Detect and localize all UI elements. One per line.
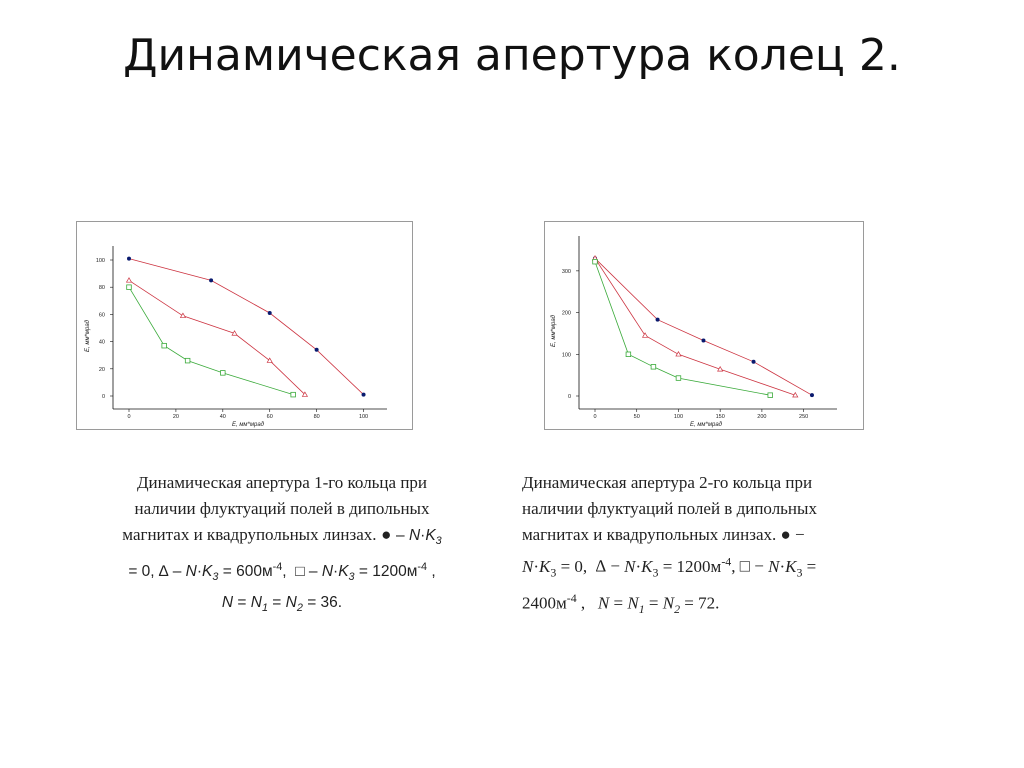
caption-text: $N\cdot K_3 = 1200м^{-4}$,	[624, 554, 736, 580]
square-marker-symbol: □	[295, 563, 305, 581]
caption-line: Динамическая апертура 1-го кольца при	[136, 473, 428, 492]
data-point-triangle	[267, 358, 272, 362]
y-tick-label: 100	[561, 352, 571, 359]
circle-marker-symbol: ●	[381, 525, 392, 544]
data-point-circle	[701, 339, 705, 343]
x-tick-label: 40	[219, 414, 226, 420]
data-point-square	[676, 376, 681, 381]
x-tick-label: 0	[593, 414, 597, 420]
x-tick-label: 100	[358, 414, 369, 420]
caption-text: $N\cdot K_3 = 0$,	[522, 556, 588, 580]
y-tick-label: 80	[98, 285, 105, 292]
caption-text: – $N\cdot K_3$	[396, 527, 442, 548]
circle-marker-symbol: ●	[780, 525, 791, 544]
caption-text: – $N\cdot K_3$	[308, 563, 355, 584]
data-point-square	[626, 352, 631, 357]
caption-text: = 0,	[128, 563, 155, 581]
y-tick-label: 0	[567, 394, 571, 400]
data-point-circle	[362, 393, 366, 397]
caption-text: = $600м^{-4}$,	[222, 561, 287, 581]
caption-line: наличии флуктуаций полей в дипольных	[134, 499, 430, 518]
caption-text: $N = N_1 = N_2 = 36$.	[221, 594, 343, 615]
caption-line: наличии флуктуаций полей в дипольных	[522, 499, 817, 518]
data-point-square	[162, 343, 167, 348]
x-tick-label: 80	[313, 414, 320, 420]
chart-2-frame	[544, 221, 864, 430]
y-tick-label: 100	[95, 258, 105, 264]
series-line-circle	[129, 259, 364, 395]
data-point-triangle	[643, 333, 648, 337]
data-point-circle	[268, 311, 272, 315]
x-tick-label: 250	[799, 414, 809, 420]
y-tick-label: 300	[561, 268, 571, 275]
chart-1	[77, 222, 412, 429]
x-axis-label: E, мм*мрад	[231, 422, 265, 428]
triangle-marker-symbol: ∆	[158, 563, 169, 581]
caption-line: Динамическая апертура 2-го кольца при	[522, 473, 813, 492]
data-point-triangle	[180, 313, 185, 317]
y-tick-label: 200	[561, 310, 571, 317]
y-tick-label: 60	[98, 312, 105, 319]
y-tick-label: 40	[98, 339, 105, 346]
slide-title: Динамическая апертура колец 2.	[123, 30, 901, 81]
caption-text: $2400м^{-4}$ , $N = N_1 = N_2 = 72$.	[522, 591, 720, 617]
x-tick-label: 60	[266, 414, 273, 420]
data-point-circle	[209, 278, 213, 282]
data-point-square	[593, 259, 598, 264]
y-axis-label: E, мм*мрад	[551, 314, 557, 348]
data-point-circle	[810, 393, 814, 397]
series-line-triangle	[129, 280, 305, 394]
data-point-square	[651, 365, 656, 370]
data-point-circle	[752, 360, 756, 364]
x-tick-label: 0	[127, 414, 131, 420]
x-tick-label: 100	[673, 414, 684, 420]
x-tick-label: 150	[715, 414, 725, 420]
data-point-circle	[656, 318, 660, 322]
square-marker-symbol: □	[739, 556, 751, 576]
data-point-square	[221, 371, 226, 376]
series-line-triangle	[595, 258, 795, 395]
x-tick-label: 20	[172, 414, 179, 420]
caption-text: = $1200м^{-4}$ ,	[358, 561, 436, 581]
y-tick-label: 20	[98, 366, 105, 373]
chart-2-caption: Динамическая апертура 2-го кольца при наличии флуктуаций полей в дипольных магнитах и квадрупольных линзах. ● − $N\cdot K_3 = 0$, ∆ − $N\cdot K_3 = 1200м^{-4}$, □ − $N\cdot K_3$ = $2400м^{-4}$ , $N = N_1 = N_2 = 72$.	[522, 470, 894, 622]
y-axis-label: E, мм*мрад	[85, 319, 91, 353]
caption-formula	[396, 527, 442, 548]
data-point-square	[768, 393, 773, 398]
caption-text: $N\cdot K_3$ =	[768, 556, 817, 580]
data-point-square	[185, 358, 190, 363]
caption-line: магнитах и квадрупольных линзах.	[522, 525, 777, 544]
series-line-square	[595, 262, 770, 396]
chart-1-caption	[86, 470, 478, 621]
data-point-square	[127, 285, 132, 290]
x-tick-label: 200	[757, 414, 767, 420]
caption-line: магнитах и квадрупольных линзах.	[122, 525, 377, 544]
caption-text: – $N\cdot K_3$	[172, 563, 219, 584]
series-line-square	[129, 287, 293, 394]
chart-1-frame	[76, 221, 413, 430]
triangle-marker-symbol: ∆	[595, 556, 607, 576]
y-tick-label: 0	[101, 394, 105, 400]
data-point-circle	[315, 348, 319, 352]
data-point-triangle	[127, 278, 132, 282]
data-point-square	[291, 392, 296, 397]
x-tick-label: 50	[633, 414, 640, 420]
data-point-triangle	[676, 352, 681, 356]
chart-2	[545, 222, 863, 429]
data-point-circle	[127, 257, 131, 261]
x-axis-label: E, мм*мрад	[689, 422, 723, 428]
series-line-circle	[595, 258, 812, 395]
